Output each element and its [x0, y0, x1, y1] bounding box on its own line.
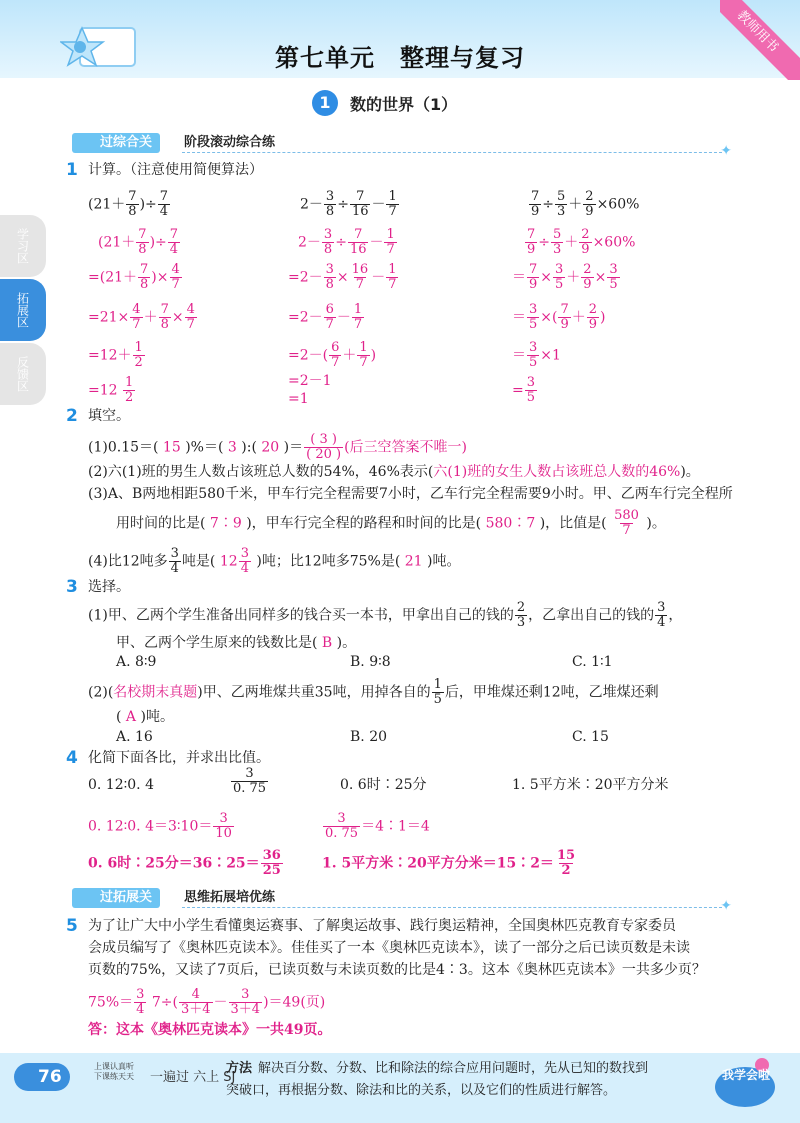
question-prompt: 选择。 [88, 579, 130, 595]
tab-study-area[interactable]: 学习区 [0, 215, 46, 277]
fill-blank-2: (2)六(1)班的男生人数占该班总人数的54%，46%表示(六(1)班的女生人数占该班总人数的46%)。 [88, 464, 700, 480]
calc-step: ＝ $\frac{7}{9}$ × $\frac{3}{5}$ ＋ $\frac{2}{9}$ × $\frac{3}{5}$ [512, 262, 618, 292]
problem-text: 为了让广大中小学生看懂奥运赛事、了解奥运故事、践行奥运精神，全国奥林匹克教育专家委员 [88, 918, 676, 934]
calc-step: 2－ $\frac{3}{8}$ ÷ $\frac{7}{16}$ － $\frac{1}{7}$ [298, 227, 395, 257]
mascot-badge-icon [710, 1053, 780, 1113]
question-prompt: 化简下面各比，并求出比值。 [88, 750, 270, 766]
calc-step: =12＋ $\frac{1}{2}$ [88, 340, 143, 370]
mascot-label: 我学会啦 [721, 1068, 770, 1082]
calc-expression: 2－ $\frac{3}{8}$ ÷ $\frac{7}{16}$ － $\frac{1}{7}$ [300, 189, 397, 219]
question-number: 5 [66, 916, 78, 936]
problem-text: 会成员编写了《奥林匹克读本》。佳佳买了一本《奥林匹克读本》，读了一部分之后已读页数是未读 [88, 940, 690, 956]
solution-step: 75%＝ $\frac{3}{4}$ 7÷( $\frac{4}{3+4}$ － $\frac{3}{3+4}$ )＝49(页) [88, 987, 326, 1017]
teacher-edition-corner [720, 0, 800, 80]
brand-name: 一遍过 六上 SJ [150, 1070, 236, 1085]
calc-step: =21× $\frac{4}{7}$ ＋ $\frac{7}{8}$ × $\frac{4}{7}$ [88, 302, 195, 332]
choice-2-line2: ( A )吨。 [116, 709, 174, 725]
calc-expression: (21＋ $\frac{7}{8}$ )÷ $\frac{7}{4}$ [88, 189, 169, 219]
section-desc: 思维拓展培优练 [184, 890, 276, 905]
lesson-number: 1 [312, 90, 338, 116]
choice-1-line2: 甲、乙两个学生原来的钱数比是( B )。 [116, 635, 357, 651]
fill-blank-4: (4)比12吨多 $\frac{3}{4}$ 吨是( 12 $\frac{3}{4}$ )吨；比12吨多75%是( 21 )吨。 [88, 546, 461, 576]
choice-1-line1: (1)甲、乙两个学生准备出同样多的钱合买一本书，甲拿出自己的钱的 $\frac{2}{3}$ ，乙拿出自己的钱的 $\frac{3}{4}$ ， [88, 600, 683, 630]
question-number: 3 [66, 577, 78, 597]
lesson-title: 数的世界（1） [350, 94, 458, 114]
option-a: A. 8∶9 [116, 654, 157, 670]
ratio-answer: 0. 12∶0. 4＝3∶10＝ $\frac{3}{10}$ [88, 811, 232, 841]
exam-tag: 名校期末真题 [113, 684, 198, 701]
solution-answer: 答：这本《奥林匹克读本》一共49页。 [88, 1022, 332, 1038]
ratio-problem: 0. 6时∶25分 [340, 777, 427, 793]
brand-slogan: 上课认真听 下课练天天 [94, 1062, 134, 1081]
page-number: 76 [14, 1063, 70, 1091]
section-tag: 过综合关 [72, 133, 160, 153]
calc-step: =2－ $\frac{6}{7}$ － $\frac{1}{7}$ [288, 302, 363, 332]
question-prompt: 计算。（注意使用简便算法） [88, 162, 263, 178]
question-number: 2 [66, 406, 78, 426]
fill-blank-3-line2: 用时间的比是( 7∶9 )，甲车行完全程的路程和时间的比是( 580∶7 )，比值是( $\frac{580}{7}$ )。 [116, 508, 666, 538]
problem-text: 页数的75%，又读了7页后，已读页数与未读页数的比是4∶3。这本《奥林匹克读本》一共多少页？ [88, 962, 706, 978]
lesson-subtitle [312, 90, 457, 118]
calc-result: = $\frac{3}{5}$ [512, 375, 536, 405]
corner-badge: 教师用书 [720, 0, 800, 80]
method-tip: 方法 解决百分数、分数、比和除法的综合应用问题时，先从已知的数找到 突破口，再根据分数、除法和比的关系，以及它们的性质进行解答。 [226, 1061, 649, 1098]
tab-feedback-area[interactable]: 反馈区 [0, 343, 46, 405]
option-b: B. 20 [350, 729, 388, 745]
calc-step: ＝ $\frac{3}{5}$ ×( $\frac{7}{9}$ ＋ $\frac{2}{9}$ ) [512, 302, 606, 332]
ratio-problem: 0. 12∶0. 4 [88, 777, 154, 793]
calc-step: ＝ $\frac{3}{5}$ ×1 [512, 340, 561, 370]
option-a: A. 16 [116, 729, 153, 745]
option-c: C. 1∶1 [572, 654, 613, 670]
calc-step: =2－1 [288, 373, 332, 389]
dashed-divider [182, 907, 722, 908]
ratio-problem: $\frac{3}{0. 75}$ [233, 766, 267, 796]
calc-step: =2－( $\frac{6}{7}$ ＋ $\frac{1}{7}$ ) [288, 340, 377, 370]
section-banner-comprehensive [72, 133, 732, 159]
choice-2-line1: (2)(名校期末真题)甲、乙两堆煤共重35吨，用掉各自的 $\frac{1}{5}$ 后，甲堆煤还剩12吨，乙堆煤还剩 [88, 677, 659, 707]
calc-step: (21＋ $\frac{7}{8}$ )÷ $\frac{7}{4}$ [98, 227, 179, 257]
option-c: C. 15 [572, 729, 609, 745]
calc-result: =1 [288, 391, 309, 407]
ratio-answer: 1. 5平方米∶20平方分米＝15∶2＝ $\frac{15}{2}$ [322, 848, 576, 878]
fill-blank-3-line1: (3)A、B两地相距580千米，甲车行完全程需要7小时，乙车行完全程需要9小时。甲、乙两车行完全程所 [88, 486, 733, 502]
question-number: 4 [66, 748, 78, 768]
star-icon: ✦ [720, 898, 732, 914]
calc-step: =(21＋ $\frac{7}{8}$ )× $\frac{4}{7}$ [88, 262, 180, 292]
section-desc: 阶段滚动综合练 [184, 135, 276, 150]
calc-step: =2－ $\frac{3}{8}$ × $\frac{16}{7}$ － $\frac{1}{7}$ [288, 262, 397, 292]
calc-result: =12 $\frac{1}{2}$ [88, 375, 134, 405]
section-banner-extension [72, 888, 732, 914]
ratio-problem: 1. 5平方米∶20平方分米 [512, 777, 669, 793]
ratio-answer: 0. 6时∶25分＝36∶25＝ $\frac{36}{25}$ [88, 848, 281, 878]
star-icon: ✦ [720, 143, 732, 159]
calc-expression: $\frac{7}{9}$ ÷ $\frac{5}{3}$ ＋ $\frac{2}{9}$ ×60% [531, 189, 640, 219]
ratio-answer: $\frac{3}{0. 75}$ ＝4∶1＝4 [325, 811, 430, 841]
fill-blank-1: (1)0.15＝( 15 )%＝( 3 ):( 20 )＝ $\frac{( 3 )}{( 20 )}$ (后三空答案不唯一) [88, 432, 467, 462]
dashed-divider [182, 152, 722, 153]
question-prompt: 填空。 [88, 408, 130, 424]
section-tag: 过拓展关 [72, 888, 160, 908]
option-b: B. 9∶8 [350, 654, 391, 670]
method-label: 方法 [226, 1061, 253, 1076]
calc-step: $\frac{7}{9}$ ÷ $\frac{5}{3}$ ＋ $\frac{2}{9}$ ×60% [527, 227, 636, 257]
question-number: 1 [66, 160, 78, 180]
tab-extension-area[interactable]: 拓展区 [0, 279, 46, 341]
unit-title: 第七单元 整理与复习 [275, 44, 525, 72]
